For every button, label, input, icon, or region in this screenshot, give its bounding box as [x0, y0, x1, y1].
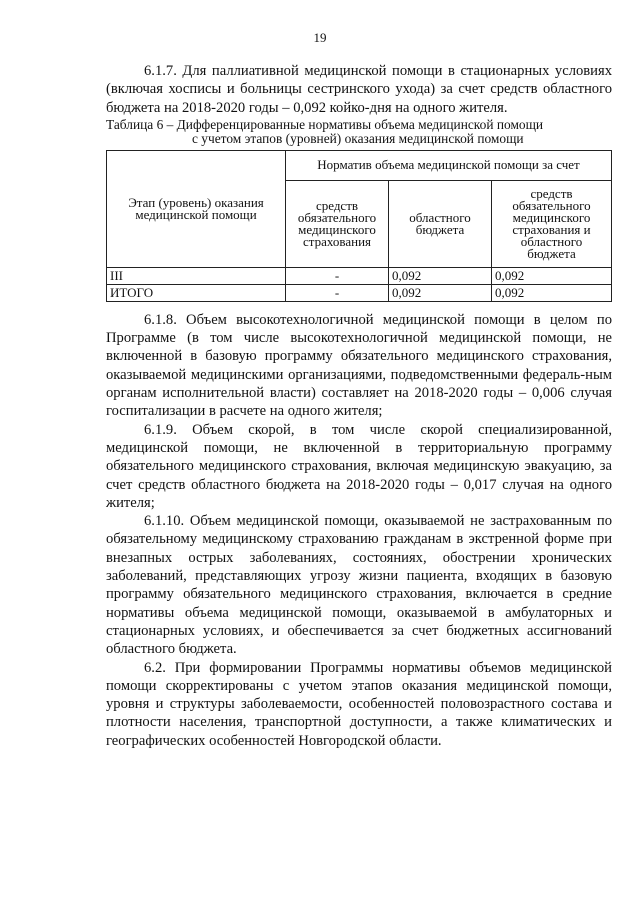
table-caption-line2: с учетом этапов (уровней) оказания медицинской помощи [192, 130, 524, 146]
paragraph-6-1-8: 6.1.8. Объем высокотехнологичной медицинской помощи в целом по Программе (в том числе высокотехнологичной медицинской помощи, не включенной в базовую программу обязательного медицинского страхования, оказываемой медицинскими организациями, подведомственными федераль-ным органам исполнительной власти) составляет на 2018-2020 годы – 0,006 случая госпитализации в расчете на одного жителя; [106, 311, 612, 420]
paragraph-6-2: 6.2. При формировании Программы нормативы объемов медицинской помощи скорректированы с учетом этапов оказания медицинской помощи, уровня и структуры заболеваемости, особенностей половозрастного состава и плотности населения, транспортной доступности, а также климатических и географических особенностей Новгородской области. [106, 659, 612, 749]
header-stage: Этап (уровень) оказания медицинской помощи [107, 150, 286, 267]
page-number: 19 [313, 30, 327, 45]
header-oms: средств обязательного медицинского страхования [286, 180, 389, 267]
cell-stage: III [107, 267, 286, 284]
table-row [107, 284, 612, 301]
header-oms-and-budget: средств обязательного медицинского страхования и областного бюджета [492, 180, 612, 267]
document-body [106, 62, 612, 750]
cell-oms-and-budget: 0,092 [492, 284, 612, 301]
cell-budget: 0,092 [389, 284, 492, 301]
cell-oms-and-budget: 0,092 [492, 267, 612, 284]
paragraph-6-1-7: 6.1.7. Для паллиативной медицинской помощи в стационарных условиях (включая хосписы и больницы сестринского ухода) за счет средств областного бюджета на 2018-2020 годы – 0,092 койко-дня на одного жителя. [106, 63, 612, 116]
header-budget: областного бюджета [389, 180, 492, 267]
paragraph-6-1-10: 6.1.10. Объем медицинской помощи, оказываемой не застрахованным по обязательному медицинскому страхованию гражданам в экстренной форме при внезапных острых заболеваниях, состояниях, обострении хронических заболеваний, представляющих угрозу жизни пациента, входящих в базовую программу обязательного медицинского страхования, включается в средние нормативы объема медицинской помощи, оказываемой в амбулаторных и стационарных условиях, и обеспечивается за счет бюджетных ассигнований областного бюджета. [106, 513, 612, 658]
cell-oms: - [286, 284, 389, 301]
table-caption-line1: Таблица 6 – Дифференцированные нормативы объема медицинской помощи [106, 116, 544, 132]
table-caption [106, 118, 612, 146]
paragraph-6-1-9: 6.1.9. Объем скорой, в том числе скорой специализированной, медицинской помощи, не включенной в территориальную программу обязательного медицинского страхования, включая медицинскую эвакуацию, за счет средств областного бюджета на 2018-2020 годы – 0,017 случая на одного жителя; [106, 421, 612, 511]
cell-budget: 0,092 [389, 267, 492, 284]
table-header-row [107, 150, 612, 180]
table-row [107, 267, 612, 284]
cell-oms: - [286, 267, 389, 284]
cell-stage: ИТОГО [107, 284, 286, 301]
norms-table [106, 150, 612, 302]
header-group: Норматив объема медицинской помощи за счет [286, 150, 612, 180]
